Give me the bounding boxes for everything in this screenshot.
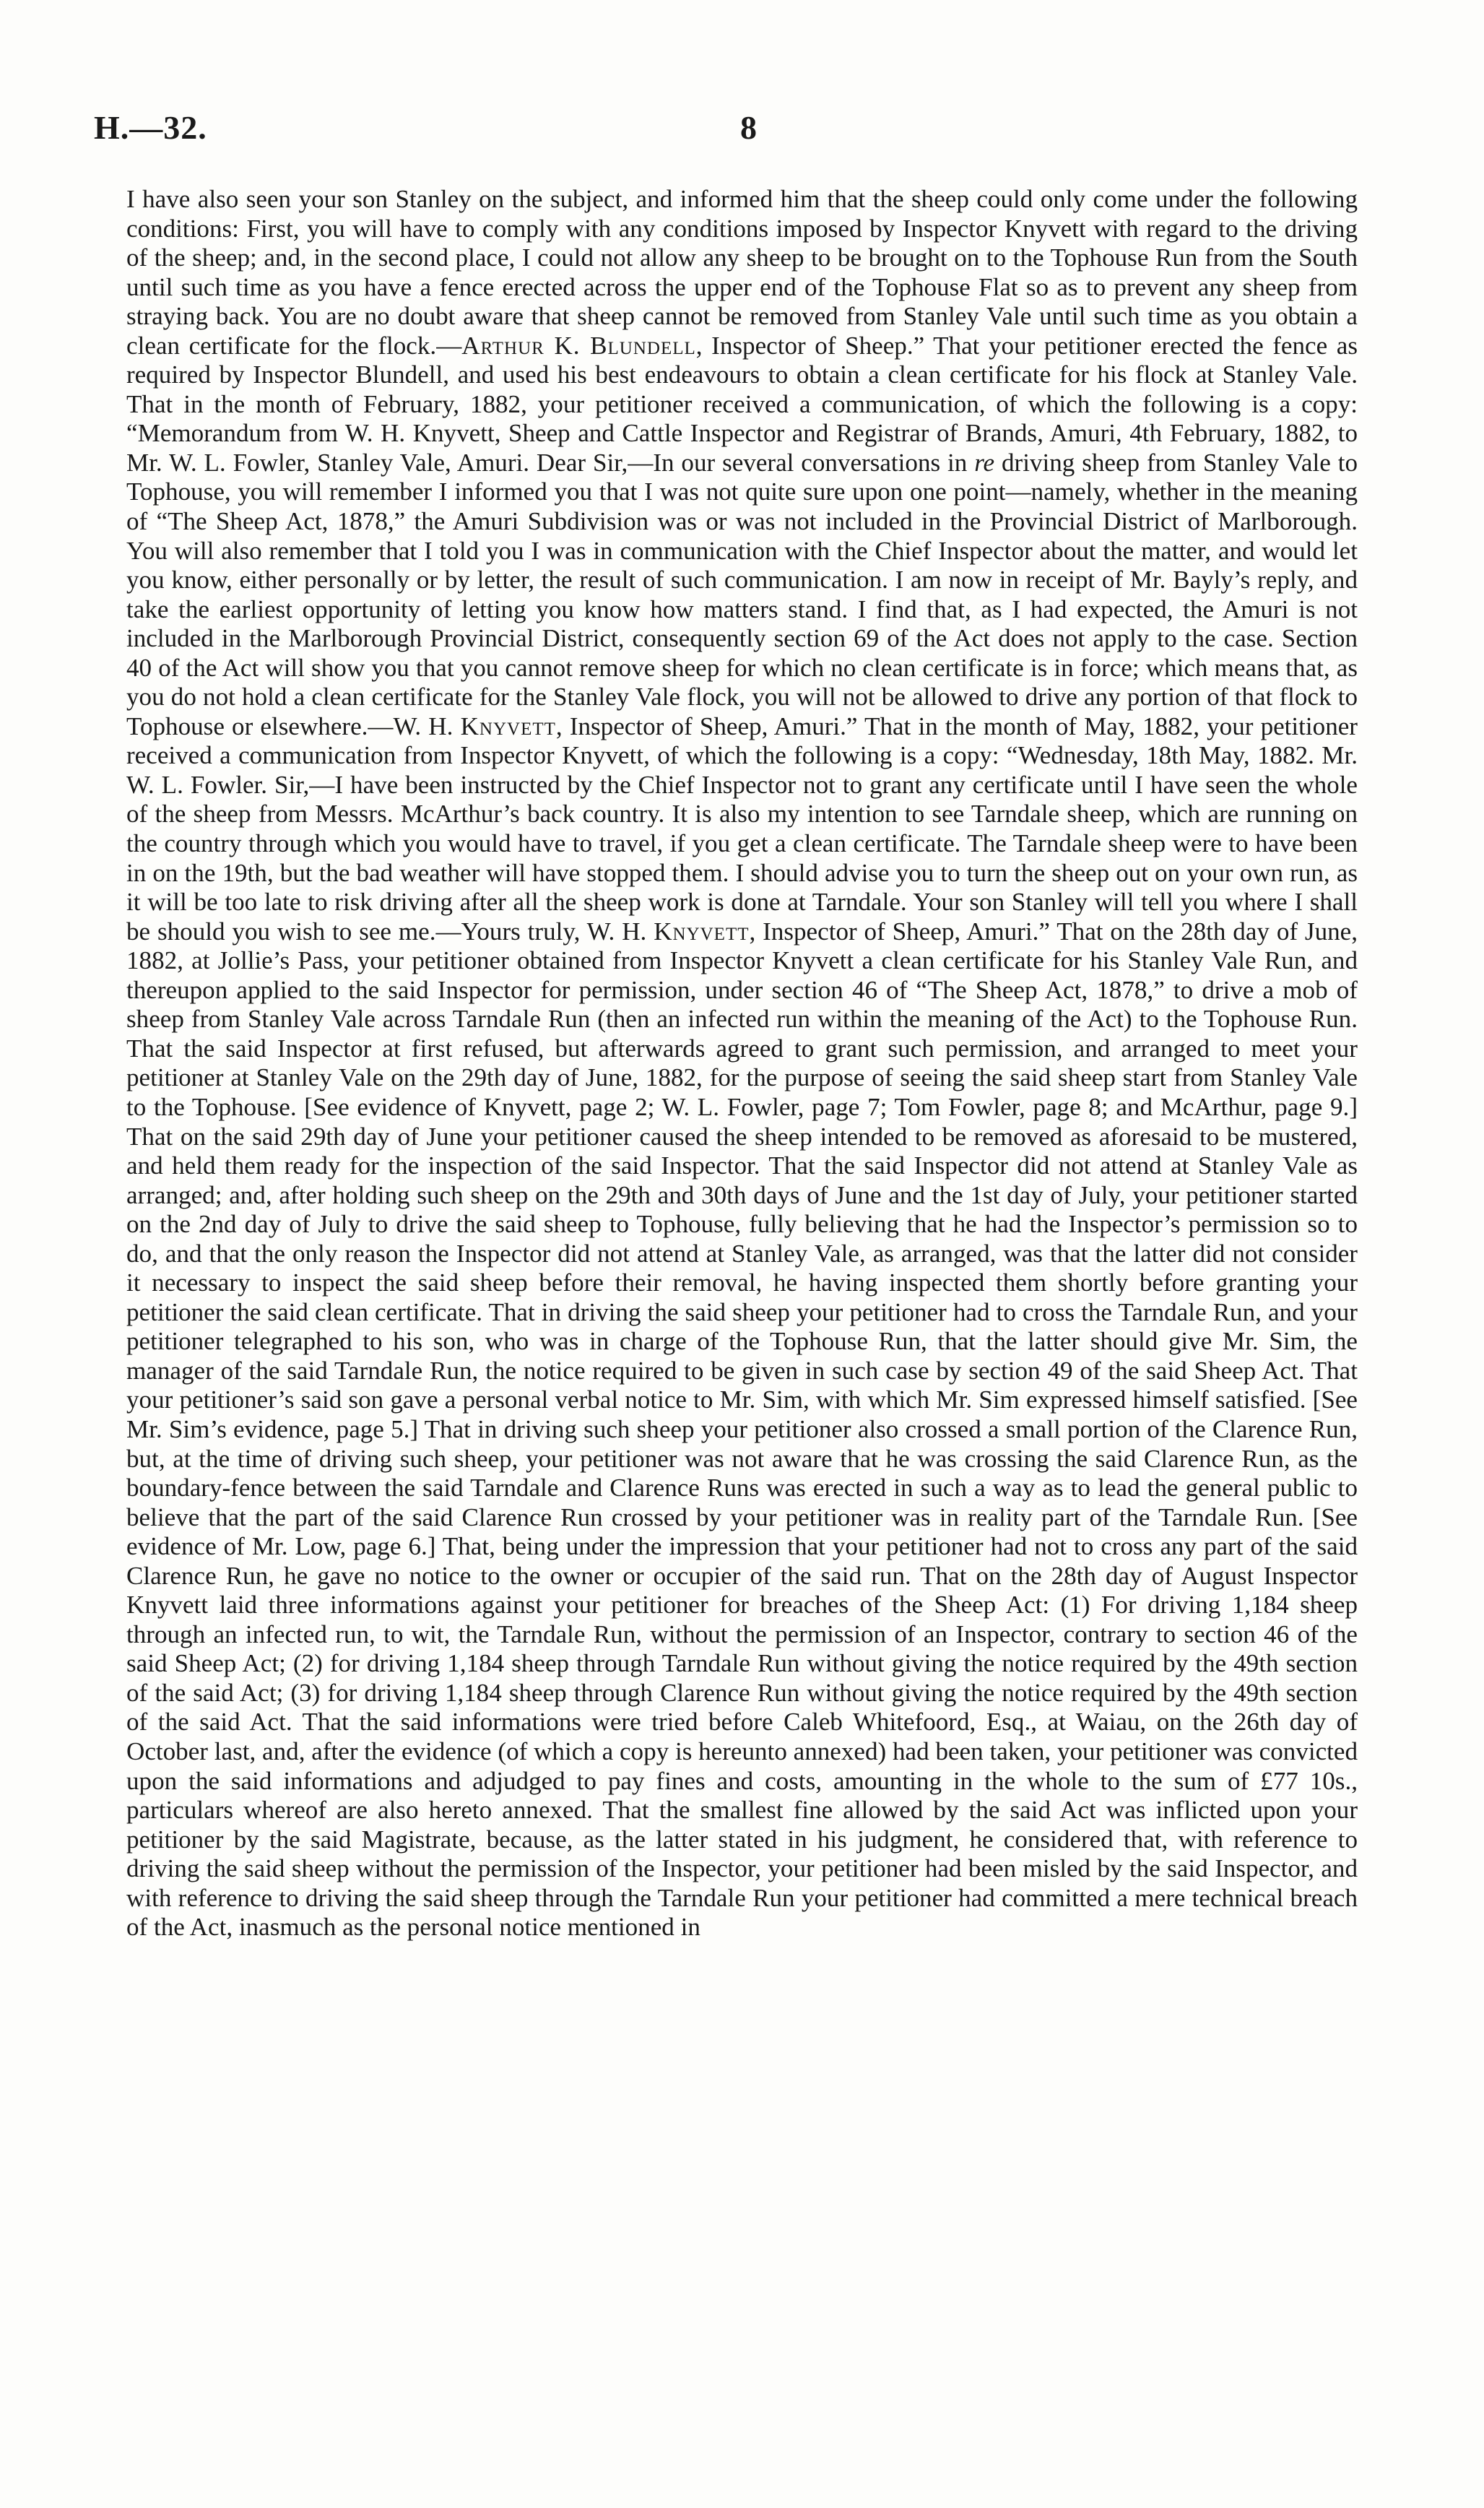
text-run: , Inspector of Sheep.” That your petitioner erected the fence as required by Inspector Blundell, and used his best endeavours to obtain a clean certificate for his flock at Stanley Vale. That in the month of February, 1882, your petitioner received a communication, of which the following is a copy: “Memorandum from W. H. Knyvett, Sheep and Cattle Inspector and Registrar of Brands, Amuri, 4th February, 1882, to Mr. W. L. Fowler, Stanley Vale, Amuri. Dear Sir,—In our several conversations in <box>126 331 1358 477</box>
signatory-name: Knyvett <box>654 917 750 946</box>
italic-term: re <box>974 448 995 477</box>
text-run: , Inspector of Sheep, Amuri.” That in the month of May, 1882, your petitioner received a communication from Inspector Knyvett, of which the following is a copy: “Wednesday, 18th May, 1882. Mr. W. L. Fowler. Sir,—I have been instructed by the Chief Inspector not to grant any certificate until I have seen the whole of the sheep from Messrs. McArthur’s back country. It is also my intention to see Tarndale sheep, which are running on the country through which you would have to travel, if you get a clean certificate. The Tarndale sheep were to have been in on the 19th, but the bad weather will have stopped them. I should advise you to turn the sheep out on your own run, as it will be too late to risk driving after all the sheep work is done at Tarndale. Your son Stanley will tell you where I shall be should you wish to see me.—Yours truly, W. H. <box>126 712 1358 946</box>
document-reference: H.—32. <box>94 109 207 146</box>
page-number: 8 <box>740 109 757 146</box>
signatory-name: Knyvett <box>460 712 556 740</box>
text-run: driving sheep from Stanley Vale to Tophouse, you will remember I informed you that I was not quite sure upon one point—namely, whether in the meaning of “The Sheep Act, 1878,” the Amuri Subdivision was or was not included in the Provincial District of Marlborough. You will also remember that I told you I was in communication with the Chief Inspector about the matter, and would let you know, either personally or by letter, the result of such communication. I am now in receipt of Mr. Bayly’s reply, and take the earliest opportunity of letting you know how matters stand. I find that, as I had expected, the Amuri is not included in the Marlborough Provincial District, consequently section 69 of the Act does not apply to the case. Section 40 of the Act will show you that you cannot remove sheep for which no clean certificate is in force; which means that, as you do not hold a clean certificate for the Stanley Vale flock, you will not be allowed to drive any portion of that flock to Tophouse or elsewhere.—W. H. <box>126 448 1358 740</box>
text-run: I have also seen your son Stanley on the subject, and informed him that the sheep could only come under the following conditions: First, you will have to comply with any conditions imposed by Inspector Knyvett with regard to the driving of the sheep; and, in the second place, I could not allow any sheep to be brought on to the Tophouse Run from the South until such time as you have a fence erected across the upper end of the Tophouse Flat so as to prevent any sheep from straying back. You are no doubt aware that sheep cannot be removed from Stanley Vale until such time as you obtain a clean certificate for the flock.— <box>126 185 1358 360</box>
text-run: , Inspector of Sheep, Amuri.” That on the 28th day of June, 1882, at Jollie’s Pass, your petitioner obtained from Inspector Knyvett a clean certificate for his Stanley Vale Run, and thereupon applied to the said Inspector for permission, under section 46 of “The Sheep Act, 1878,” to drive a mob of sheep from Stanley Vale across Tarndale Run (then an infected run within the meaning of the Act) to the Tophouse Run. That the said Inspector at first refused, but afterwards agreed to grant such permission, and arranged to meet your petitioner at Stanley Vale on the 29th day of June, 1882, for the purpose of seeing the said sheep start from Stanley Vale to the Tophouse. [See evidence of Knyvett, page 2; W. L. Fowler, page 7; Tom Fowler, page 8; and McArthur, page 9.] That on the said 29th day of June your petitioner caused the sheep intended to be removed as aforesaid to be mustered, and held them ready for the inspection of the said Inspector. That the said Inspector did not attend at Stanley Vale as arranged; and, after holding such sheep on the 29th and 30th days of June and the 1st day of July, your petitioner started on the 2nd day of July to drive the said sheep to Tophouse, fully believing that he had the Inspector’s permission so to do, and that the only reason the Inspector did not attend at Stanley Vale, as arranged, was that the latter did not consider it necessary to inspect the said sheep before their removal, he having inspected them shortly before granting your petitioner the said clean certificate. That in driving the said sheep your petitioner had to cross the Tarndale Run, and your petitioner telegraphed to his son, who was in charge of the Tophouse Run, that the latter should give Mr. Sim, the manager of the said Tarndale Run, the notice required to be given in such case by section 49 of the said Sheep Act. That your petitioner’s said son gave a personal verbal notice to Mr. Sim, with which Mr. Sim expressed himself satisfied. [See Mr. Sim’s evidence, page 5.] That in driving such sheep your petitioner also crossed a small portion of the Clarence Run, but, at the time of driving such sheep, your petitioner was not aware that he was crossing the said Clarence Run, as the boundary-fence between the said Tarndale and Clarence Runs was erected in such a way as to lead the general public to believe that the part of the said Clarence Run crossed by your petitioner was in reality part of the Tarndale Run. [See evidence of Mr. Low, page 6.] That, being under the impression that your petitioner had not to cross any part of the said Clarence Run, he gave no notice to the owner or occupier of the said run. That on the 28th day of August Inspector Knyvett laid three informations against your petitioner for breaches of the Sheep Act: (1) For driving 1,184 sheep through an infected run, to wit, the Tarndale Run, without the permission of an Inspector, contrary to section 46 of the said Sheep Act; (2) for driving 1,184 sheep through Tarndale Run without giving the notice required by the 49th section of the said Act; (3) for driving 1,184 sheep through Clarence Run without giving the notice required by the 49th section of the said Act. That the said informations were tried before Caleb Whitefoord, Esq., at Waiau, on the 26th day of October last, and, after the evidence (of which a copy is hereunto annexed) had been taken, your petitioner was convicted upon the said informations and adjudged to pay fines and costs, amounting in the whole to the sum of £77 10s., particulars whereof are also hereto annexed. That the smallest fine allowed by the said Act was inflicted upon your petitioner by the said Magistrate, because, as the latter stated in his judgment, he considered that, with reference to driving the said sheep without the permission of the Inspector, your petitioner had been misled by the said Inspector, and with reference to driving the said sheep through the Tarndale Run your petitioner had committed a mere technical breach of the Act, inasmuch as the personal notice mentioned in <box>126 917 1358 1942</box>
body-paragraph <box>126 185 1358 2453</box>
signatory-name: Arthur K. Blundell <box>461 331 696 360</box>
page-header <box>94 108 1358 159</box>
